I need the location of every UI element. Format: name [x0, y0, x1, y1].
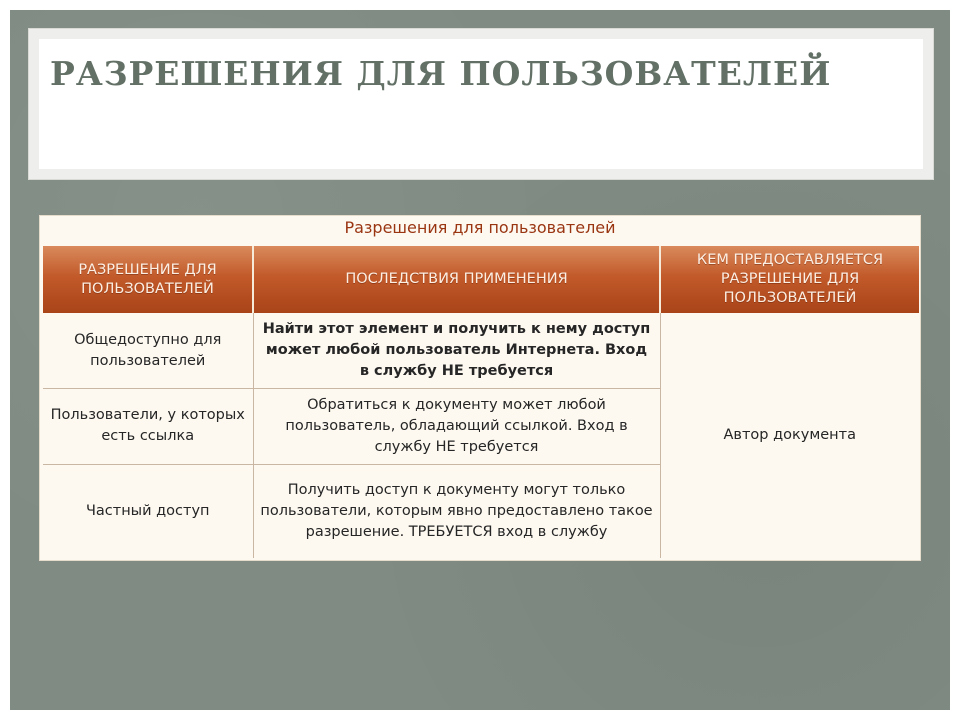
permission-cell: Пользователи, у которых есть ссылка [43, 389, 253, 465]
permissions-table [43, 246, 919, 558]
header-permission: РАЗРЕШЕНИЕ ДЛЯ ПОЛЬЗОВАТЕЛЕЙ [43, 246, 253, 313]
permission-cell: Общедоступно для пользователей [43, 313, 253, 389]
header-granted-by: КЕМ ПРЕДОСТАВЛЯЕТСЯ РАЗРЕШЕНИЕ ДЛЯ ПОЛЬЗОВАТЕЛЕЙ [660, 246, 919, 313]
header-effects: ПОСЛЕДСТВИЯ ПРИМЕНЕНИЯ [253, 246, 660, 313]
granted-by-cell: Автор документа [723, 427, 856, 443]
effect-cell: Обратиться к документу может любой пользователь, обладающий ссылкой. Вход в службу НЕ требуется [253, 389, 660, 465]
table-row [43, 313, 919, 389]
effect-cell: Получить доступ к документу могут только пользователи, которым явно предоставлено такое разрешение. ТРЕБУЕТСЯ вход в службу [253, 464, 660, 558]
title-frame [28, 28, 934, 180]
table-header-row [43, 246, 919, 313]
slide [10, 10, 950, 710]
effect-cell: Найти этот элемент и получить к нему доступ может любой пользователь Интернета. Вход в службу НЕ требуется [253, 313, 660, 389]
permission-cell: Частный доступ [43, 464, 253, 558]
slide-title: РАЗРЕШЕНИЯ ДЛЯ ПОЛЬЗОВАТЕЛЕЙ [50, 54, 832, 93]
permissions-table-panel [39, 215, 921, 561]
table-caption: Разрешения для пользователей [344, 218, 616, 237]
